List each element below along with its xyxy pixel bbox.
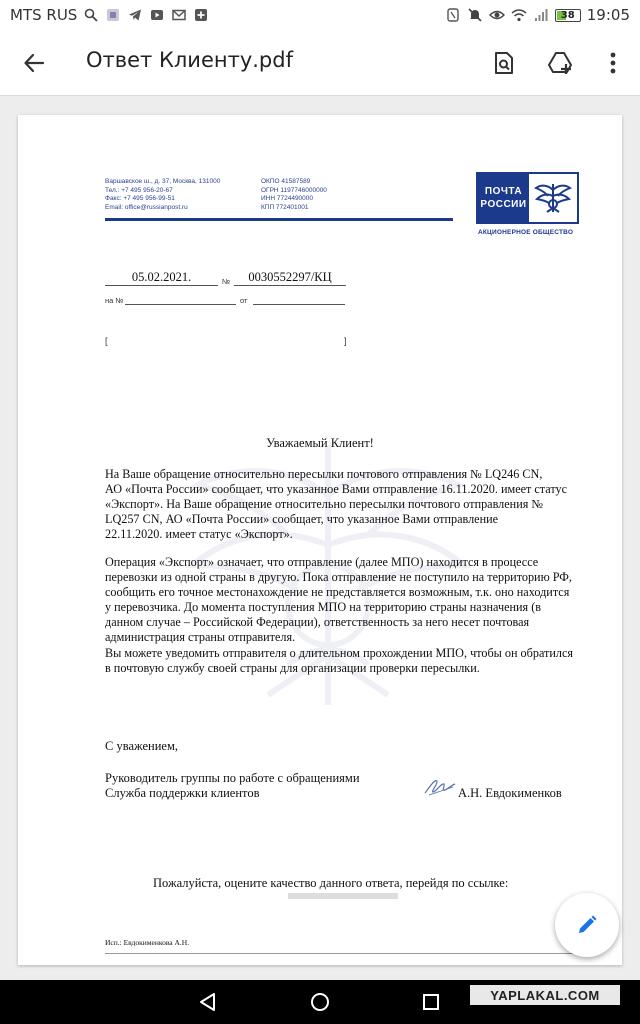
back-button[interactable]	[18, 47, 50, 79]
sender-contacts	[105, 178, 220, 212]
paragraph-1-line: 22.11.2020. имеет статус «Экспорт».	[105, 527, 293, 542]
paragraph-1	[105, 467, 567, 542]
paragraph-1-line: «Экспорт». На Ваше обращение относительно пересылки почтового отправления №	[105, 497, 543, 512]
status-bar	[0, 0, 640, 30]
header-rule	[105, 218, 453, 221]
logo-line-2: РОССИИ	[480, 199, 527, 210]
search-icon	[83, 7, 99, 23]
wifi-icon	[511, 7, 527, 23]
paragraph-2-line: сообщить его точное местонахождение не представляется возможным, т.к. оно находится	[105, 585, 570, 600]
sender-tel: Тел.: +7 495 956-20-67	[105, 186, 173, 194]
paragraph-2-line: перевозки из одной страны в другую. Пока отправление не поступило на территорию РФ,	[105, 570, 572, 585]
nav-back-button[interactable]	[196, 990, 220, 1014]
telegram-icon	[127, 7, 143, 23]
paragraph-2-line: данном случае – Российской Федерации), ответственность за него несет почтовая	[105, 615, 530, 630]
sender-address: Варшавское ш., д. 37, Москва, 131000	[105, 178, 221, 185]
paragraph-2-line: Вы можете уведомить отправителя о длительном прохождении МПО, чтобы он обратился	[105, 645, 573, 660]
sender-fax: Факс: +7 495 956-99-51	[105, 195, 175, 202]
sender-ogrn: ОГРН 1197746000000	[261, 186, 327, 194]
footer-rule	[105, 953, 579, 954]
signer-name: А.Н. Евдокименков	[458, 786, 562, 800]
address-bracket-right: ]	[344, 336, 347, 346]
address-bracket-left: [	[105, 336, 108, 346]
rating-prompt: Пожалуйста, оцените качество данного ответа, перейдя по ссылке:	[153, 876, 509, 890]
triangle-back-icon	[198, 992, 218, 1012]
app-bar	[0, 30, 640, 96]
nav-recents-button[interactable]	[419, 990, 443, 1014]
number-underline	[234, 285, 346, 286]
signer-title-2: Служба поддержки клиентов	[105, 786, 260, 800]
sender-requisites	[261, 178, 327, 212]
executor-note: Исп.: Евдокименкова А.Н.	[105, 938, 190, 947]
plus-box-icon	[193, 7, 209, 23]
nav-home-button[interactable]	[308, 990, 332, 1014]
paragraph-2	[105, 555, 573, 676]
paragraph-1-line: LQ257 CN, АО «Почта России» сообщает, что указанное Вами отправление	[105, 512, 499, 527]
paragraph-2-line: администрация страны отправителя.	[105, 630, 296, 645]
sender-kpp: КПП 772401001	[261, 203, 309, 211]
pencil-icon	[576, 914, 598, 936]
sender-okpo: ОКПО 41587589	[261, 178, 311, 185]
clock: 19:05	[586, 6, 630, 24]
signer-title-1: Руководитель группы по работе с обращениями	[105, 771, 360, 785]
paragraph-1-line: На Ваше обращение относительно пересылки почтового отправления № LQ246 CN,	[105, 467, 543, 481]
mute-icon	[467, 7, 483, 23]
ref-number-label: на №	[105, 296, 124, 305]
app-notification-icon	[105, 7, 121, 23]
letter-number: 0030552297/КЦ	[248, 270, 332, 284]
russian-post-logo	[476, 172, 579, 224]
paragraph-2-line: у перевозчика. До момента поступления МПО на территорию страны назначения (в	[105, 600, 542, 615]
closing: С уважением,	[105, 739, 178, 753]
document-search-icon	[493, 51, 515, 75]
logo-subtitle: АКЦИОНЕРНОЕ ОБЩЕСТВО	[478, 229, 574, 236]
pdf-page[interactable]	[18, 115, 622, 965]
square-recents-icon	[422, 993, 440, 1011]
paragraph-1-line: АО «Почта России» сообщает, что указанное Вами отправление 16.11.2020. имеет статус	[105, 482, 568, 497]
find-in-document-button[interactable]	[488, 47, 520, 79]
document-title: Ответ Клиенту.pdf	[86, 48, 293, 72]
arrow-back-icon	[23, 52, 45, 74]
logo-line-1: ПОЧТА	[484, 186, 523, 197]
edit-fab-button[interactable]	[555, 893, 619, 957]
paragraph-2-line: Операция «Экспорт» означает, что отправление (далее МПО) находится в процессе	[105, 555, 539, 569]
rating-link-partial[interactable]	[288, 893, 398, 899]
more-options-button[interactable]	[597, 47, 629, 79]
battery-icon	[555, 9, 581, 22]
number-prefix: №	[222, 277, 231, 286]
status-left	[10, 6, 209, 24]
ref-number-underline	[125, 304, 236, 305]
more-vert-icon	[610, 52, 616, 74]
paragraph-2-line: в почтовую службу своей страны для организации проверки пересылки.	[105, 660, 480, 675]
nfc-icon	[445, 7, 461, 23]
play-icon	[149, 7, 165, 23]
site-watermark: YAPLAKAL.COM	[470, 985, 620, 1005]
status-right	[445, 6, 630, 24]
eagle-emblem-icon	[529, 174, 577, 222]
carrier-label: MTS RUS	[10, 6, 78, 24]
add-to-drive-icon	[547, 51, 575, 75]
battery-percent: 38	[560, 9, 575, 21]
logo-text	[478, 174, 529, 222]
add-to-drive-button[interactable]	[545, 47, 577, 79]
signal-icon	[533, 7, 549, 23]
ref-date-underline	[253, 304, 345, 305]
mail-icon	[171, 7, 187, 23]
letter-date: 05.02.2021.	[131, 270, 192, 284]
greeting: Уважаемый Клиент!	[266, 436, 374, 450]
signature-icon	[423, 775, 457, 797]
eye-comfort-icon	[489, 7, 505, 23]
ref-date-label: от	[240, 296, 248, 305]
sender-inn: ИНН 7724490000	[261, 195, 314, 202]
circle-home-icon	[310, 992, 330, 1012]
sender-email: Email: office@russianpost.ru	[105, 203, 188, 211]
date-underline	[105, 285, 218, 286]
